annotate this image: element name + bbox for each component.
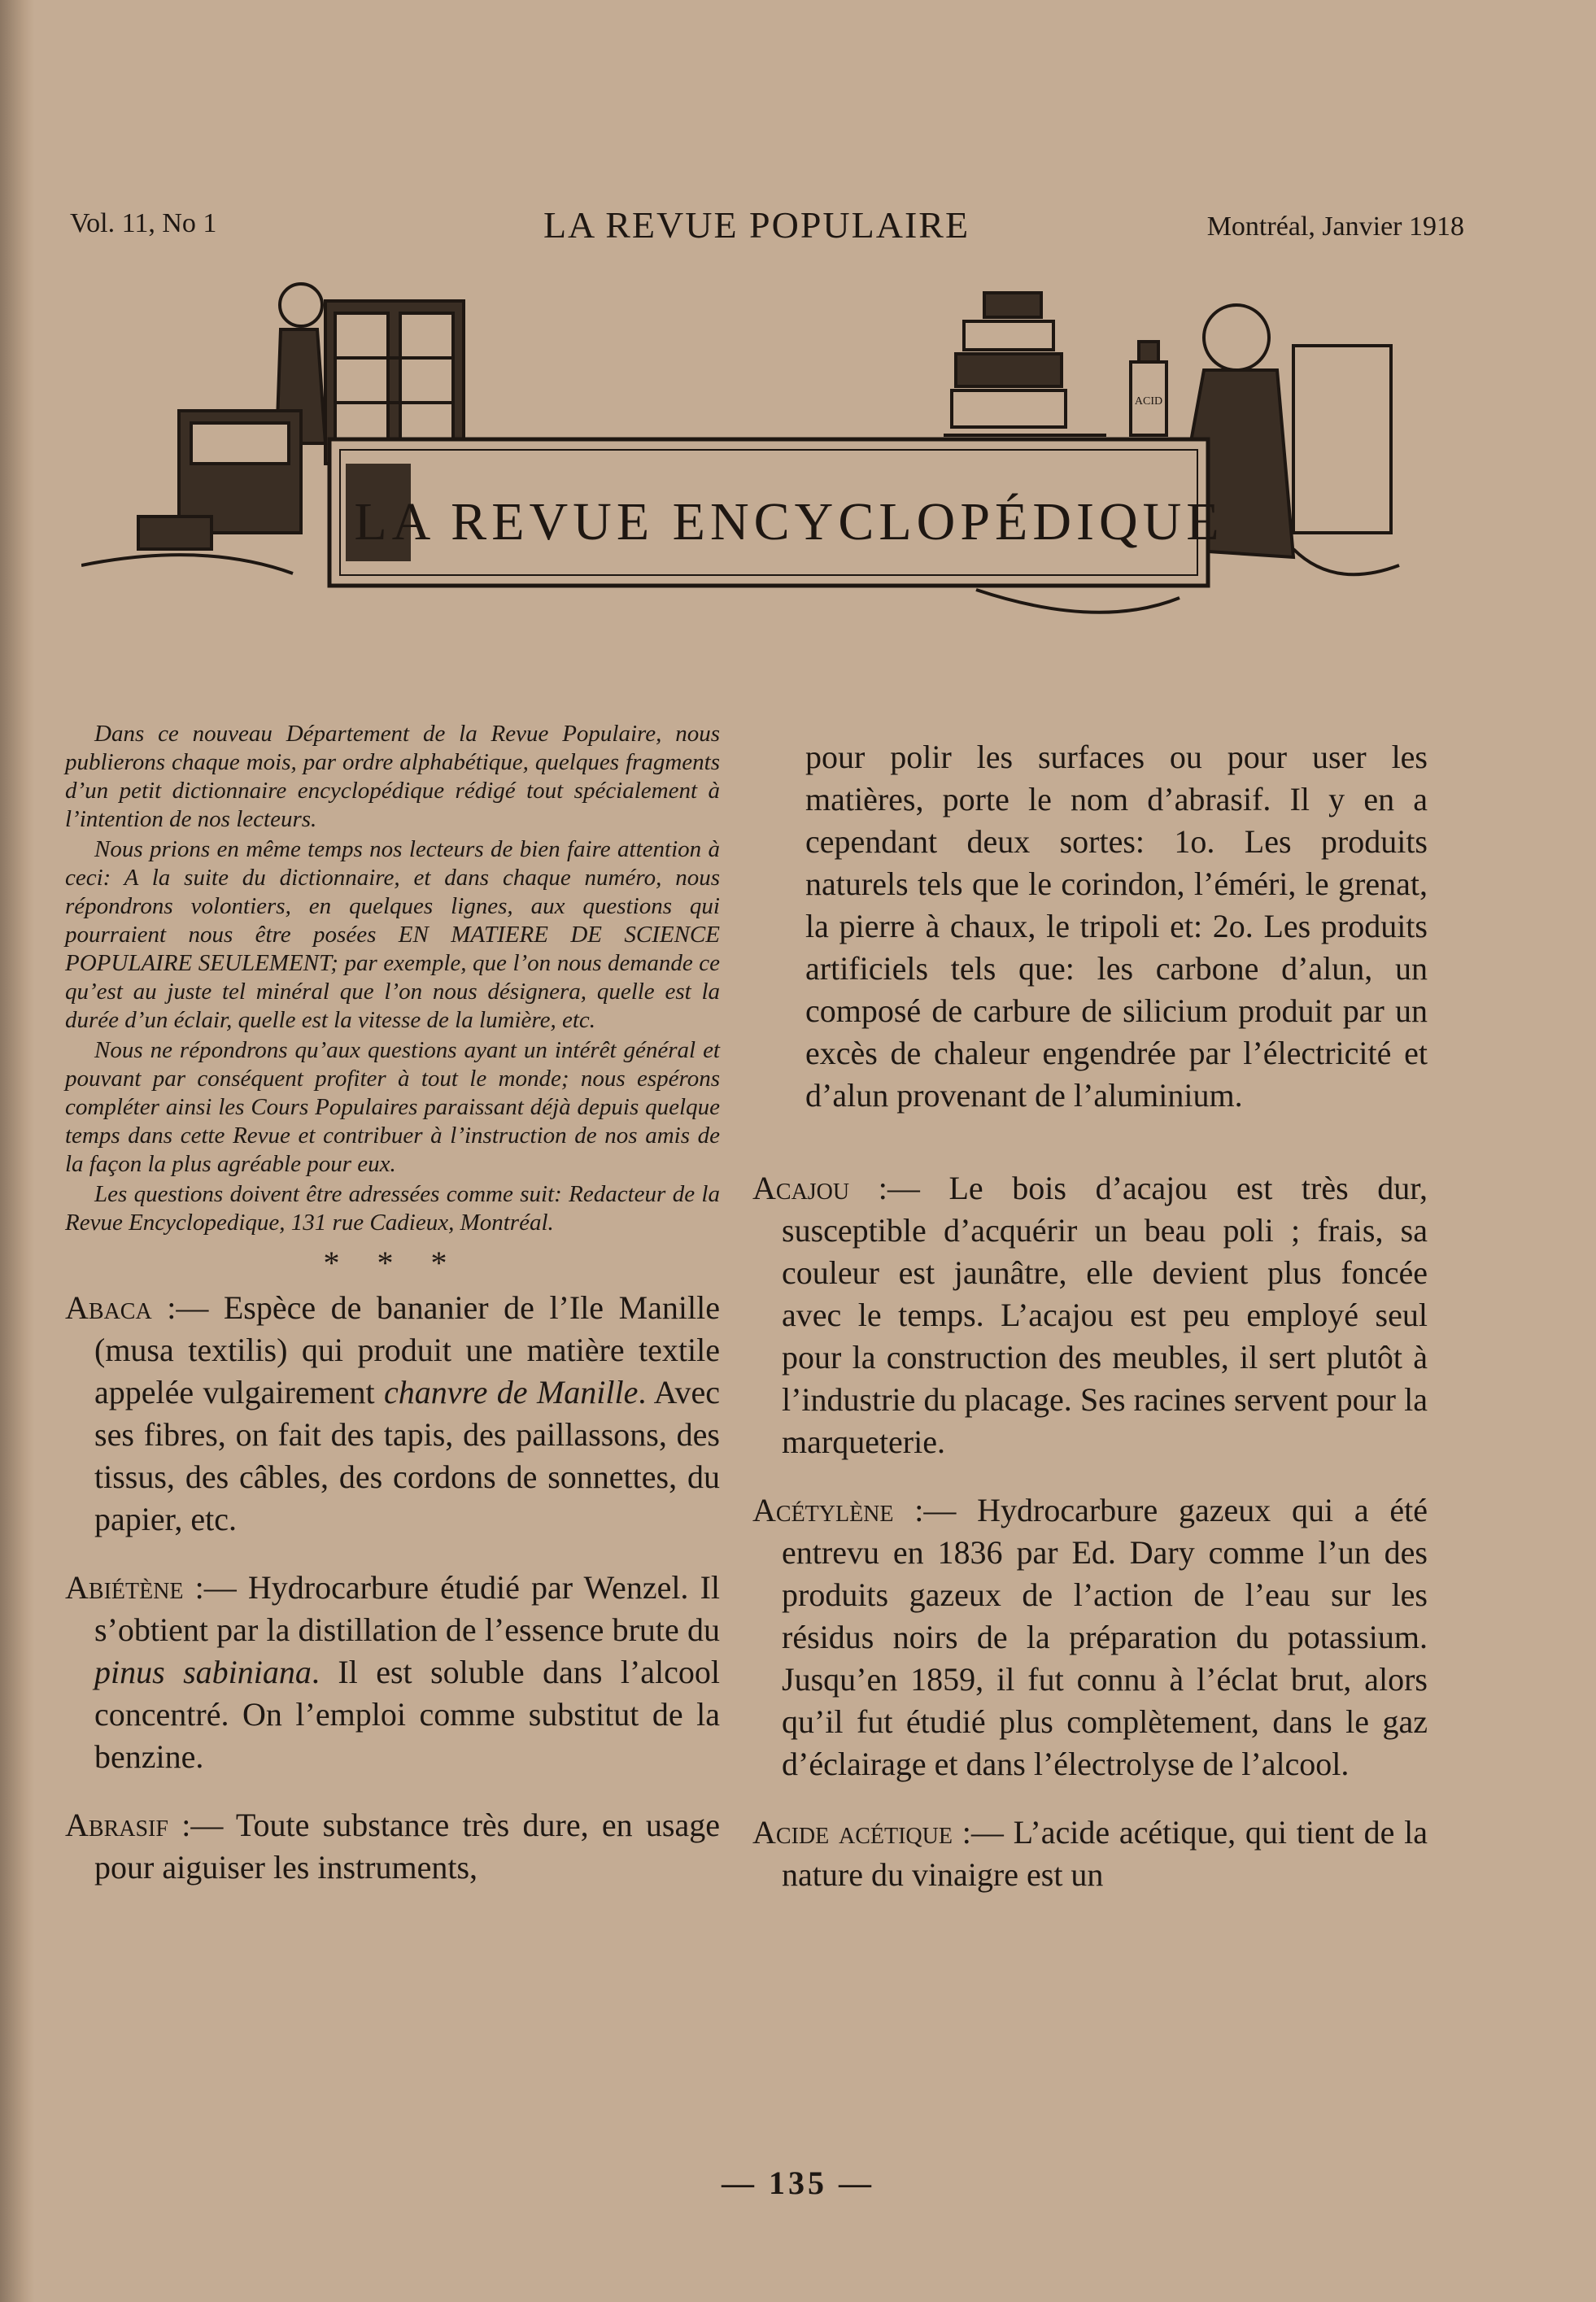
entry-text: Hydrocarbure gazeux qui a été entrevu en 1836 par Ed. Dary comme l’un des produits gazeux de l’action de l’eau sur les résidus noirs de la préparation du potassium. Jusqu’en 1859, il fut connu à l’éclat brut, alors qu’il fut étudié plus complètement, dans le gaz d’éclairage et dans l’électrolyse de l’alcool. xyxy=(782,1492,1428,1782)
intro-paragraph-1: Dans ce nouveau Département de la Revue Populaire, nous publierons chaque mois, par ordre alphabétique, quelques fragments d’un petit dictionnaire encyclopédique rédigé tout spécialement à l’intention de nos lecteurs. xyxy=(65,721,720,832)
acid-bottle-label: ACID xyxy=(1134,395,1163,408)
entry-abietene xyxy=(65,1567,720,1778)
entry-headword: Abiétène :— xyxy=(65,1569,237,1606)
entry-acajou xyxy=(752,1167,1428,1463)
entry-headword: Abrasif :— xyxy=(65,1807,224,1843)
entry-acide-acetique xyxy=(752,1812,1428,1896)
intro-paragraph-3: Nous ne répondrons qu’aux questions ayant un intérêt général et pouvant par conséquent profiter à tout le monde; nous espérons compléter ainsi les Cours Populaires paraissant déjà depuis quelque temps dans cette Revue et contribuer à l’instruction de nos amis de la façon la plus agréable pour eux. xyxy=(65,1037,720,1177)
intro-paragraph-4: Les questions doivent être adressées comme suit: Redacteur de la Revue Encyclopedique, 131 rue Cadieux, Montréal. xyxy=(65,1181,720,1236)
section-banner-illustration xyxy=(81,281,1407,663)
entry-text: . Avec ses fibres, on fait des tapis, des paillassons, des tissus, des câbles, des cordons de sonnettes, du papier, etc. xyxy=(94,1374,721,1537)
running-header xyxy=(65,203,1464,252)
entry-text: Espèce de bananier de l’Ile Manille (musa textilis) qui produit une matière textile appelée vulgairement xyxy=(94,1289,721,1410)
left-column xyxy=(65,720,720,1915)
entry-headword: Acétylène :— xyxy=(752,1492,957,1528)
entry-text: L’acide acétique, qui tient de la nature du vinaigre est un xyxy=(782,1814,1428,1893)
page-number: — 135 — xyxy=(722,2165,874,2201)
entry-headword: Abaca :— xyxy=(65,1289,209,1326)
issue-date: Montréal, Janvier 1918 xyxy=(1206,211,1464,242)
entry-acetylene xyxy=(752,1489,1428,1785)
banner-section-title: LA REVUE ENCYCLOPÉDIQUE xyxy=(354,492,1224,552)
binding-gutter xyxy=(0,0,34,2302)
entry-headword: Acajou :— xyxy=(752,1170,920,1206)
entry-headword: Acide acétique :— xyxy=(752,1814,1004,1851)
entry-text: Hydrocarbure étudié par Wenzel. Il s’obtient par la distillation de l’essence brute du xyxy=(94,1569,720,1648)
entry-text: Toute substance très dure, en usage pour aiguiser les instruments, xyxy=(94,1807,720,1886)
volume-number: Vol. 11, No 1 xyxy=(70,208,217,238)
entry-abrasif-continued: pour polir les surfaces ou pour user les matières, porte le nom d’abrasif. Il y en a cependant deux sortes: 1o. Les produits naturels tels que le corindon, l’éméri, le grenat, la pierre à chaux, le tripoli et: 2o. Les produits artificiels tels que: les carbone d’alun, un composé de carbure de silicium produit par un excès de chaleur engendrée par l’électricité et d’alun provenant de l’aluminium. xyxy=(805,739,1428,1114)
entry-abrasif xyxy=(65,1804,720,1889)
section-separator: * * * xyxy=(323,1245,462,1281)
right-column xyxy=(752,736,1428,1922)
entry-italic-term: pinus sabiniana xyxy=(94,1654,312,1690)
entry-abaca xyxy=(65,1287,720,1541)
magazine-title: LA REVUE POPULAIRE xyxy=(543,204,970,246)
intro-paragraph-2: Nous prions en même temps nos lecteurs de bien faire attention à ceci: A la suite du dictionnaire, et dans chaque numéro, nous répondrons volontiers, en quelques lignes, aux questions qui pourraient nous être posées EN MATIERE DE SCIENCE POPULAIRE SEULEMENT; par exemple, que l’on nous demande ce qu’est au juste tel minéral que l’on nous désignera, quelle est la durée d’un éclair, quelle est la vitesse de la lumière, etc. xyxy=(65,836,720,1033)
entry-italic-term: chanvre de Manille xyxy=(384,1374,639,1410)
entry-text: . Il est soluble dans l’alcool concentré. On l’emploi comme substitut de la benzine. xyxy=(94,1654,720,1775)
entry-text: Le bois d’acajou est très dur, susceptible d’acquérir un beau poli ; frais, sa couleur est jaunâtre, elle devient plus foncée avec le temps. L’acajou est peu employé seul pour la construction des meubles, il sert plutôt à l’industrie du placage. Ses racines servent pour la marqueterie. xyxy=(782,1170,1428,1460)
